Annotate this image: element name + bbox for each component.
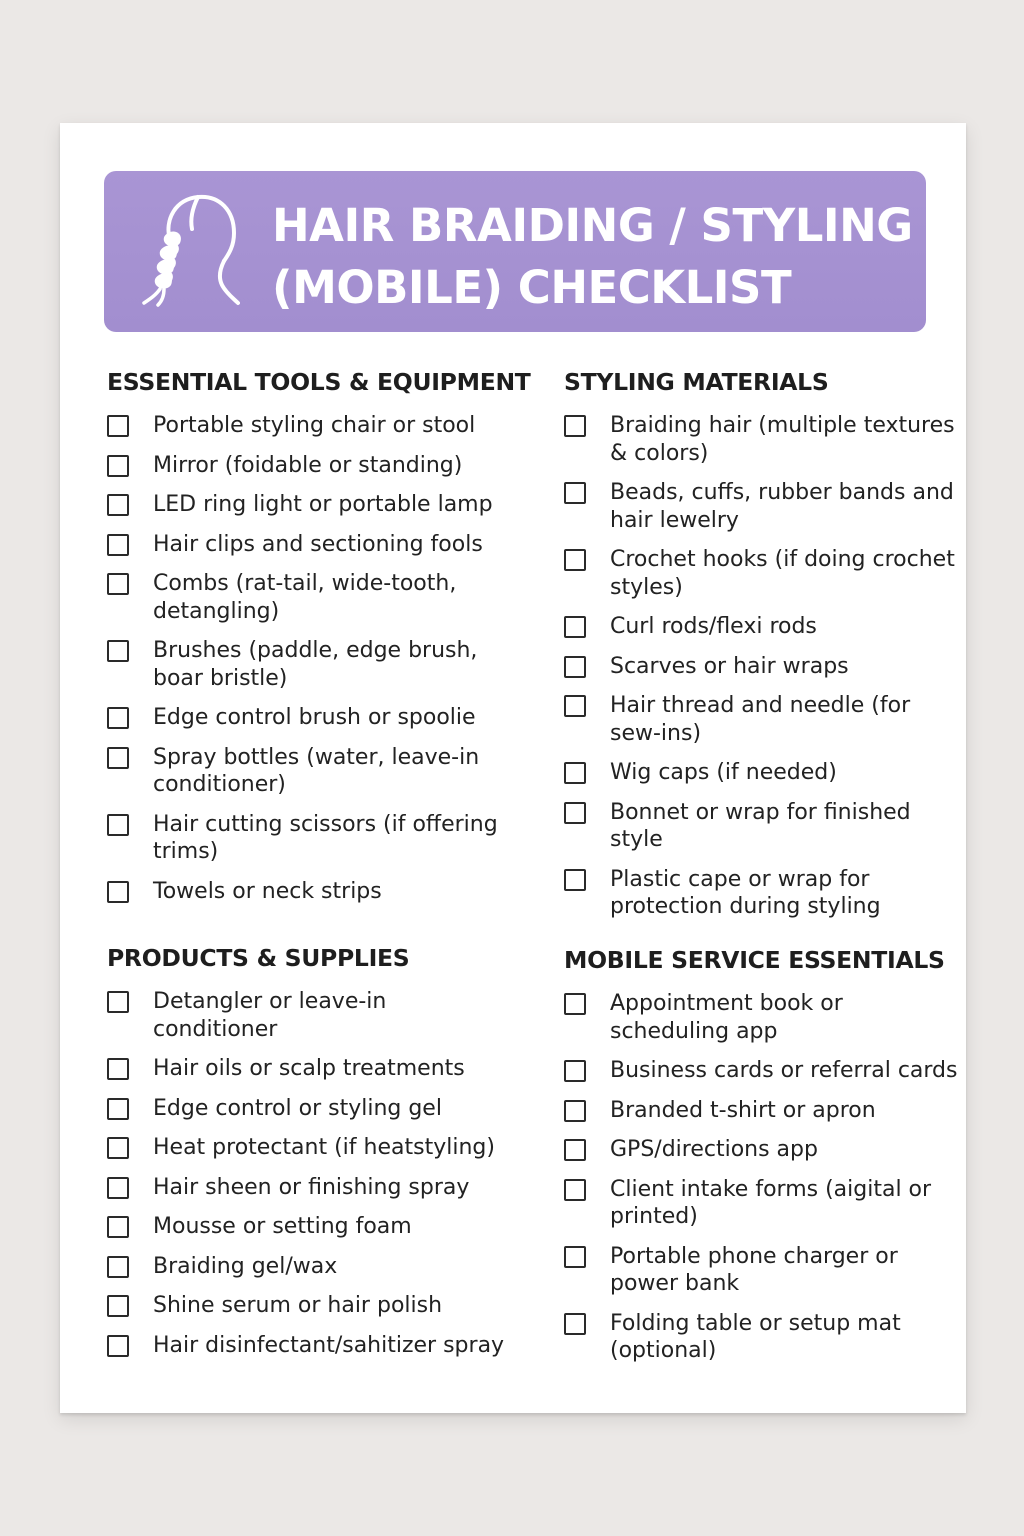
item-label: Hair oils or scalp treatments bbox=[153, 1056, 465, 1081]
checkbox[interactable] bbox=[107, 640, 129, 662]
item-label: Detangler or leave-in conditioner bbox=[153, 989, 387, 1042]
checklist-item[interactable] bbox=[564, 1136, 959, 1164]
checklist-item[interactable] bbox=[564, 613, 959, 641]
checkbox[interactable] bbox=[564, 1246, 586, 1268]
item-label: Brushes (paddle, edge brush, boar bristle) bbox=[153, 638, 478, 691]
checkbox[interactable] bbox=[564, 656, 586, 678]
item-label: Combs (rat-tail, wide-tooth, detangling) bbox=[153, 571, 457, 624]
checkbox[interactable] bbox=[107, 494, 129, 516]
checklist-item[interactable] bbox=[107, 412, 507, 440]
item-label: Scarves or hair wraps bbox=[610, 653, 849, 679]
item-label: Hair thread and needle (for sew-ins) bbox=[610, 693, 911, 746]
checkbox[interactable] bbox=[107, 1177, 129, 1199]
item-label: Beads, cuffs, rubber bands and hair lewelry bbox=[610, 480, 954, 533]
checklist-item[interactable] bbox=[564, 799, 959, 854]
checklist-item[interactable] bbox=[107, 878, 507, 906]
checkbox[interactable] bbox=[564, 1060, 586, 1082]
checklist-item[interactable] bbox=[107, 1134, 507, 1162]
checkbox[interactable] bbox=[564, 1179, 586, 1201]
checkbox[interactable] bbox=[107, 1295, 129, 1317]
item-label: Hair sheen or finishing spray bbox=[153, 1174, 470, 1200]
item-label: Portable phone charger or power bank bbox=[610, 1243, 898, 1296]
item-label: Spray bottles (water, leave-in conditioner) bbox=[153, 744, 480, 797]
checklist-item[interactable] bbox=[107, 637, 507, 692]
page-title bbox=[272, 195, 912, 319]
title-banner bbox=[104, 171, 926, 332]
section-title-tools: ESSENTIAL TOOLS & EQUIPMENT bbox=[107, 368, 531, 396]
checkbox[interactable] bbox=[107, 1216, 129, 1238]
checklist-item[interactable] bbox=[564, 866, 959, 921]
item-label: Mirror (foidable or standing) bbox=[153, 452, 463, 478]
checklist-item[interactable] bbox=[107, 531, 507, 559]
item-label: Towels or neck strips bbox=[153, 878, 382, 904]
checkbox[interactable] bbox=[107, 707, 129, 729]
checklist-item[interactable] bbox=[107, 704, 507, 732]
tools-list bbox=[107, 412, 507, 905]
item-label: Folding table or setup mat (optional) bbox=[610, 1310, 901, 1363]
checkbox[interactable] bbox=[107, 1256, 129, 1278]
section-materials bbox=[564, 368, 959, 933]
checkbox[interactable] bbox=[564, 1139, 586, 1161]
title-line-2: (MOBILE) CHECKLIST bbox=[272, 261, 792, 314]
section-title-materials: STYLING MATERIALS bbox=[564, 368, 829, 396]
checkbox[interactable] bbox=[564, 1100, 586, 1122]
item-label: Hair disinfectant/sahitizer spray bbox=[153, 1332, 505, 1358]
checkbox[interactable] bbox=[107, 814, 129, 836]
item-label: Braiding gel/wax bbox=[153, 1253, 338, 1279]
checklist-item[interactable] bbox=[107, 1292, 507, 1320]
checklist-item[interactable] bbox=[107, 1253, 507, 1281]
checklist-item[interactable] bbox=[564, 546, 959, 601]
checkbox[interactable] bbox=[107, 573, 129, 595]
checklist-item[interactable] bbox=[564, 1097, 959, 1125]
checkbox[interactable] bbox=[107, 1335, 129, 1357]
checklist-item[interactable] bbox=[107, 1095, 507, 1123]
item-label: Shine serum or hair polish bbox=[153, 1293, 443, 1318]
checkbox[interactable] bbox=[564, 616, 586, 638]
section-title-mobile: MOBILE SERVICE ESSENTIALS bbox=[564, 946, 945, 974]
item-label: Client intake forms (aigital or printed) bbox=[610, 1176, 932, 1229]
checkbox[interactable] bbox=[564, 869, 586, 891]
checklist-item[interactable] bbox=[107, 452, 507, 480]
checklist-item[interactable] bbox=[107, 988, 507, 1043]
item-label: Wig caps (if needed) bbox=[610, 760, 837, 785]
item-label: Appointment book or scheduling app bbox=[610, 991, 843, 1044]
item-label: LED ring light or portable lamp bbox=[153, 492, 493, 517]
item-label: Heat protectant (if heatstyling) bbox=[153, 1135, 495, 1160]
checklist-item[interactable] bbox=[107, 1213, 507, 1241]
checkbox[interactable] bbox=[107, 455, 129, 477]
item-label: Plastic cape or wrap for protection during styling bbox=[610, 866, 881, 919]
item-label: Edge control or styling gel bbox=[153, 1095, 442, 1121]
checkbox[interactable] bbox=[564, 1313, 586, 1335]
checkbox[interactable] bbox=[107, 1137, 129, 1159]
checkbox[interactable] bbox=[564, 549, 586, 571]
checklist-item[interactable] bbox=[564, 412, 959, 467]
checkbox[interactable] bbox=[107, 881, 129, 903]
checklist-item[interactable] bbox=[107, 744, 507, 799]
checklist-item[interactable] bbox=[564, 479, 959, 534]
item-label: Braiding hair (multiple textures & colors) bbox=[610, 413, 955, 466]
checklist-item[interactable] bbox=[564, 990, 959, 1045]
checklist-item[interactable] bbox=[564, 1057, 959, 1085]
section-tools bbox=[107, 368, 531, 917]
checklist-item[interactable] bbox=[107, 811, 507, 866]
checkbox[interactable] bbox=[107, 747, 129, 769]
item-label: Hair cutting scissors (if offering trims) bbox=[153, 811, 498, 864]
item-label: Curl rods/flexi rods bbox=[610, 614, 817, 639]
checkbox[interactable] bbox=[107, 415, 129, 437]
checkbox[interactable] bbox=[107, 1098, 129, 1120]
checkbox[interactable] bbox=[107, 1058, 129, 1080]
checklist-item[interactable] bbox=[107, 491, 507, 519]
item-label: Hair clips and sectioning fools bbox=[153, 531, 483, 557]
checkbox[interactable] bbox=[564, 993, 586, 1015]
checklist-item[interactable] bbox=[564, 692, 959, 747]
title-line-1: HAIR BRAIDING / STYLING bbox=[272, 199, 913, 252]
checkbox[interactable] bbox=[564, 802, 586, 824]
checklist-item[interactable] bbox=[564, 759, 959, 787]
item-label: Crochet hooks (if doing crochet styles) bbox=[610, 547, 955, 600]
item-label: Bonnet or wrap for finished style bbox=[610, 799, 911, 852]
checkbox[interactable] bbox=[107, 534, 129, 556]
products-list bbox=[107, 988, 507, 1359]
checklist-item[interactable] bbox=[107, 1174, 507, 1202]
checkbox[interactable] bbox=[107, 991, 129, 1013]
section-products bbox=[107, 944, 507, 1371]
checkbox[interactable] bbox=[564, 482, 586, 504]
checklist-item[interactable] bbox=[107, 570, 507, 625]
braid-head-icon bbox=[140, 189, 240, 313]
checkbox[interactable] bbox=[564, 762, 586, 784]
checklist-item[interactable] bbox=[564, 1176, 959, 1231]
checklist-item[interactable] bbox=[564, 1243, 959, 1298]
checkbox[interactable] bbox=[564, 415, 586, 437]
section-mobile bbox=[564, 946, 959, 1377]
section-title-products: PRODUCTS & SUPPLIES bbox=[107, 944, 410, 972]
checklist-item[interactable] bbox=[564, 653, 959, 681]
item-label: Branded t-shirt or apron bbox=[610, 1097, 876, 1123]
checkbox[interactable] bbox=[564, 695, 586, 717]
mobile-list bbox=[564, 990, 959, 1365]
item-label: Portable styling chair or stool bbox=[153, 413, 476, 438]
checklist-item[interactable] bbox=[564, 1310, 959, 1365]
checklist-sheet bbox=[60, 123, 966, 1413]
item-label: Mousse or setting foam bbox=[153, 1214, 412, 1239]
materials-list bbox=[564, 412, 959, 921]
item-label: GPS/directions app bbox=[610, 1137, 818, 1162]
checklist-item[interactable] bbox=[107, 1332, 507, 1360]
item-label: Edge control brush or spoolie bbox=[153, 705, 476, 730]
checklist-item[interactable] bbox=[107, 1055, 507, 1083]
item-label: Business cards or referral cards bbox=[610, 1058, 958, 1083]
